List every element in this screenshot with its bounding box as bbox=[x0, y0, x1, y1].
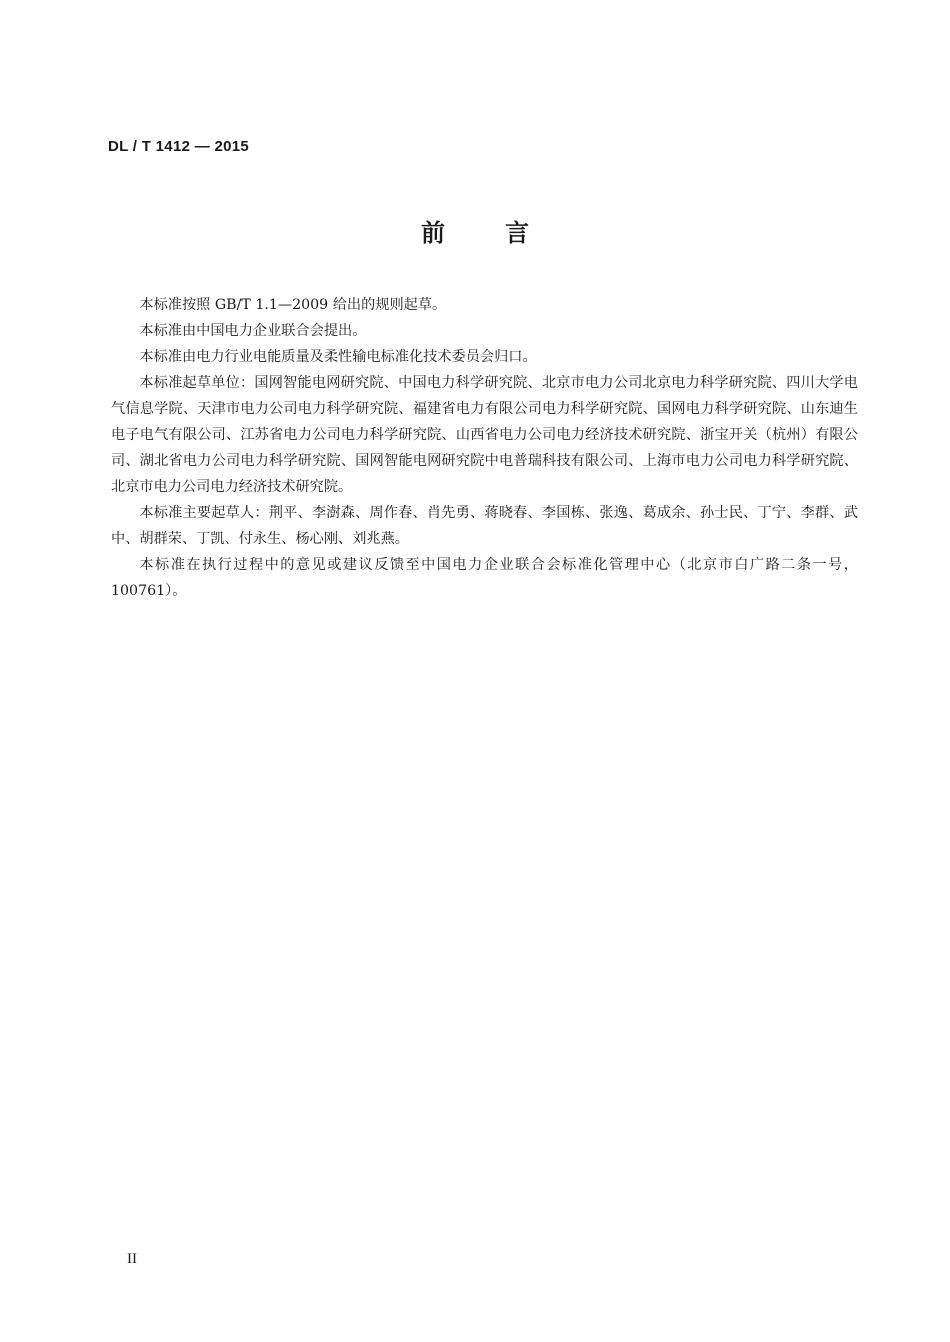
page-number: II bbox=[127, 1251, 137, 1267]
paragraph-drafting-units: 本标准起草单位：国网智能电网研究院、中国电力科学研究院、北京市电力公司北京电力科学研究院、四川大学电气信息学院、天津市电力公司电力科学研究院、福建省电力有限公司电力科学研究院、国网电力科学研究院、山东迪生电子电气有限公司、江苏省电力公司电力科学研究院、山西省电力公司电力经济技术研究院、浙宝开关（杭州）有限公司、湖北省电力公司电力科学研究院、国网智能电网研究院中电普瑞科技有限公司、上海市电力公司电力科学研究院、北京市电力公司电力经济技术研究院。 bbox=[111, 375, 858, 495]
paragraph-committee: 本标准由电力行业电能质量及柔性输电标准化技术委员会归口。 bbox=[139, 349, 537, 365]
paragraph-proposer: 本标准由中国电力企业联合会提出。 bbox=[139, 323, 367, 339]
paragraph-drafters: 本标准主要起草人：荆平、李澍森、周作春、肖先勇、蒋晓春、李国栋、张逸、葛成余、孙士民、丁宁、李群、武中、胡群荣、丁凯、付永生、杨心刚、刘兆燕。 bbox=[111, 505, 858, 547]
paragraph-feedback: 本标准在执行过程中的意见或建议反馈至中国电力企业联合会标准化管理中心（北京市白广路二条一号，100761）。 bbox=[111, 557, 858, 599]
document-code: DL / T 1412 — 2015 bbox=[108, 138, 250, 155]
foreword-body bbox=[111, 292, 858, 604]
paragraph-drafting-rules: 本标准按照 GB/T 1.1—2009 给出的规则起草。 bbox=[139, 297, 447, 313]
page-title: 前言 bbox=[421, 219, 589, 247]
